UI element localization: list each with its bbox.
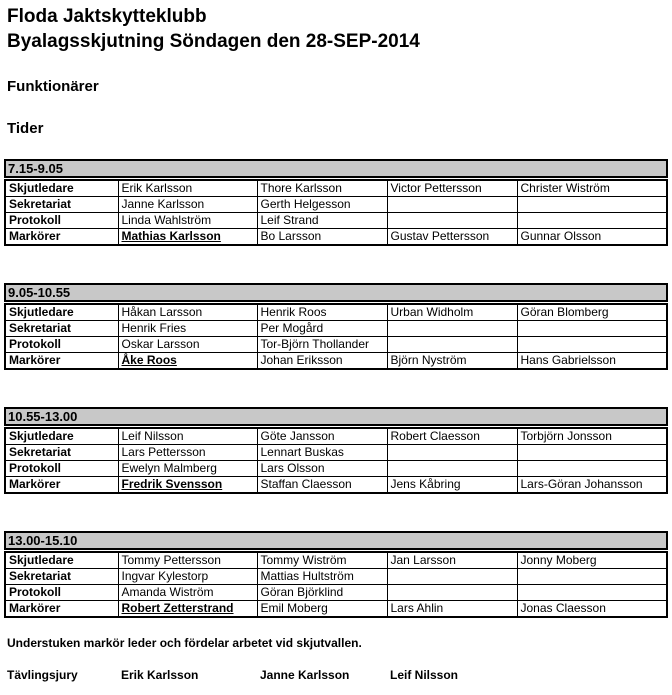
- person-cell: Jonny Moberg: [517, 552, 667, 569]
- person-cell: [517, 461, 667, 477]
- person-cell: Ewelyn Malmberg: [118, 461, 257, 477]
- person-cell: Victor Pettersson: [387, 180, 517, 197]
- time-block: [4, 159, 668, 246]
- lead-marker-cell: Robert Zetterstrand: [118, 601, 257, 618]
- role-cell: Sekretariat: [5, 197, 118, 213]
- schedule-table: [4, 303, 668, 370]
- person-cell: [387, 337, 517, 353]
- section-functionaries: Funktionärer: [7, 78, 99, 95]
- jury-member: Janne Karlsson: [260, 668, 350, 682]
- person-cell: Gerth Helgesson: [257, 197, 387, 213]
- person-cell: Leif Strand: [257, 213, 387, 229]
- person-cell: Tommy Wiström: [257, 552, 387, 569]
- jury-member: Leif Nilsson: [390, 668, 459, 682]
- person-cell: Tommy Pettersson: [118, 552, 257, 569]
- person-cell: Tor-Björn Thollander: [257, 337, 387, 353]
- person-cell: [387, 213, 517, 229]
- person-cell: [517, 197, 667, 213]
- table-row: [5, 585, 667, 601]
- time-block: [4, 283, 668, 370]
- jury-label: Tävlingsjury: [7, 668, 78, 682]
- person-cell: Amanda Wiström: [118, 585, 257, 601]
- person-cell: Jens Kåbring: [387, 477, 517, 494]
- person-cell: [517, 585, 667, 601]
- person-cell: Robert Claesson: [387, 428, 517, 445]
- table-row: [5, 569, 667, 585]
- person-cell: Henrik Roos: [257, 304, 387, 321]
- person-cell: Håkan Larsson: [118, 304, 257, 321]
- table-row: [5, 197, 667, 213]
- person-cell: Lars Olsson: [257, 461, 387, 477]
- lead-marker-cell: Åke Roos: [118, 353, 257, 370]
- person-cell: [517, 321, 667, 337]
- person-cell: Gustav Pettersson: [387, 229, 517, 246]
- person-cell: Bo Larsson: [257, 229, 387, 246]
- person-cell: Ingvar Kylestorp: [118, 569, 257, 585]
- person-cell: Lennart Buskas: [257, 445, 387, 461]
- person-cell: Göran Blomberg: [517, 304, 667, 321]
- table-row: [5, 213, 667, 229]
- role-cell: Skjutledare: [5, 428, 118, 445]
- role-cell: Markörer: [5, 353, 118, 370]
- person-cell: Christer Wiström: [517, 180, 667, 197]
- time-block-header: 13.00-15.10: [4, 531, 668, 550]
- club-title: Floda Jaktskytteklubb: [7, 6, 207, 27]
- person-cell: Hans Gabrielsson: [517, 353, 667, 370]
- person-cell: [387, 585, 517, 601]
- person-cell: Gunnar Olsson: [517, 229, 667, 246]
- person-cell: Torbjörn Jonsson: [517, 428, 667, 445]
- role-cell: Sekretariat: [5, 569, 118, 585]
- person-cell: [517, 337, 667, 353]
- person-cell: Henrik Fries: [118, 321, 257, 337]
- person-cell: Leif Nilsson: [118, 428, 257, 445]
- table-row: [5, 601, 667, 618]
- person-cell: [387, 461, 517, 477]
- person-cell: Linda Wahlström: [118, 213, 257, 229]
- role-cell: Skjutledare: [5, 180, 118, 197]
- schedule-table: [4, 427, 668, 494]
- person-cell: Lars-Göran Johansson: [517, 477, 667, 494]
- jury-member: Erik Karlsson: [121, 668, 199, 682]
- person-cell: Per Mogård: [257, 321, 387, 337]
- person-cell: Jonas Claesson: [517, 601, 667, 618]
- table-row: [5, 180, 667, 197]
- role-cell: Protokoll: [5, 585, 118, 601]
- person-cell: Emil Moberg: [257, 601, 387, 618]
- person-cell: Lars Ahlin: [387, 601, 517, 618]
- person-cell: Göran Björklind: [257, 585, 387, 601]
- lead-marker-cell: Mathias Karlsson: [118, 229, 257, 246]
- role-cell: Protokoll: [5, 213, 118, 229]
- time-block-header: 10.55-13.00: [4, 407, 668, 426]
- table-row: [5, 353, 667, 370]
- role-cell: Skjutledare: [5, 552, 118, 569]
- table-row: [5, 321, 667, 337]
- role-cell: Sekretariat: [5, 445, 118, 461]
- event-title: Byalagsskjutning Söndagen den 28-SEP-2014: [7, 31, 420, 52]
- role-cell: Sekretariat: [5, 321, 118, 337]
- role-cell: Skjutledare: [5, 304, 118, 321]
- time-block-header: 9.05-10.55: [4, 283, 668, 302]
- table-row: [5, 552, 667, 569]
- section-times: Tider: [7, 120, 44, 137]
- person-cell: [387, 321, 517, 337]
- footer-note: Understuken markör leder och fördelar arbetet vid skjutvallen.: [7, 636, 362, 650]
- person-cell: Mattias Hultström: [257, 569, 387, 585]
- person-cell: [517, 569, 667, 585]
- lead-marker-cell: Fredrik Svensson: [118, 477, 257, 494]
- table-row: [5, 229, 667, 246]
- person-cell: Göte Jansson: [257, 428, 387, 445]
- person-cell: Thore Karlsson: [257, 180, 387, 197]
- person-cell: Staffan Claesson: [257, 477, 387, 494]
- table-row: [5, 428, 667, 445]
- person-cell: [517, 445, 667, 461]
- person-cell: [387, 197, 517, 213]
- table-row: [5, 445, 667, 461]
- time-block: [4, 531, 668, 618]
- table-row: [5, 461, 667, 477]
- person-cell: Johan Eriksson: [257, 353, 387, 370]
- role-cell: Markörer: [5, 477, 118, 494]
- schedule-table: [4, 179, 668, 246]
- person-cell: [387, 569, 517, 585]
- person-cell: [387, 445, 517, 461]
- time-block-header: 7.15-9.05: [4, 159, 668, 178]
- person-cell: Oskar Larsson: [118, 337, 257, 353]
- person-cell: Björn Nyström: [387, 353, 517, 370]
- role-cell: Protokoll: [5, 337, 118, 353]
- table-row: [5, 337, 667, 353]
- table-row: [5, 477, 667, 494]
- person-cell: [517, 213, 667, 229]
- role-cell: Markörer: [5, 229, 118, 246]
- schedule-table: [4, 551, 668, 618]
- role-cell: Markörer: [5, 601, 118, 618]
- person-cell: Urban Widholm: [387, 304, 517, 321]
- person-cell: Jan Larsson: [387, 552, 517, 569]
- table-row: [5, 304, 667, 321]
- time-block: [4, 407, 668, 494]
- role-cell: Protokoll: [5, 461, 118, 477]
- person-cell: Janne Karlsson: [118, 197, 257, 213]
- person-cell: Erik Karlsson: [118, 180, 257, 197]
- person-cell: Lars Pettersson: [118, 445, 257, 461]
